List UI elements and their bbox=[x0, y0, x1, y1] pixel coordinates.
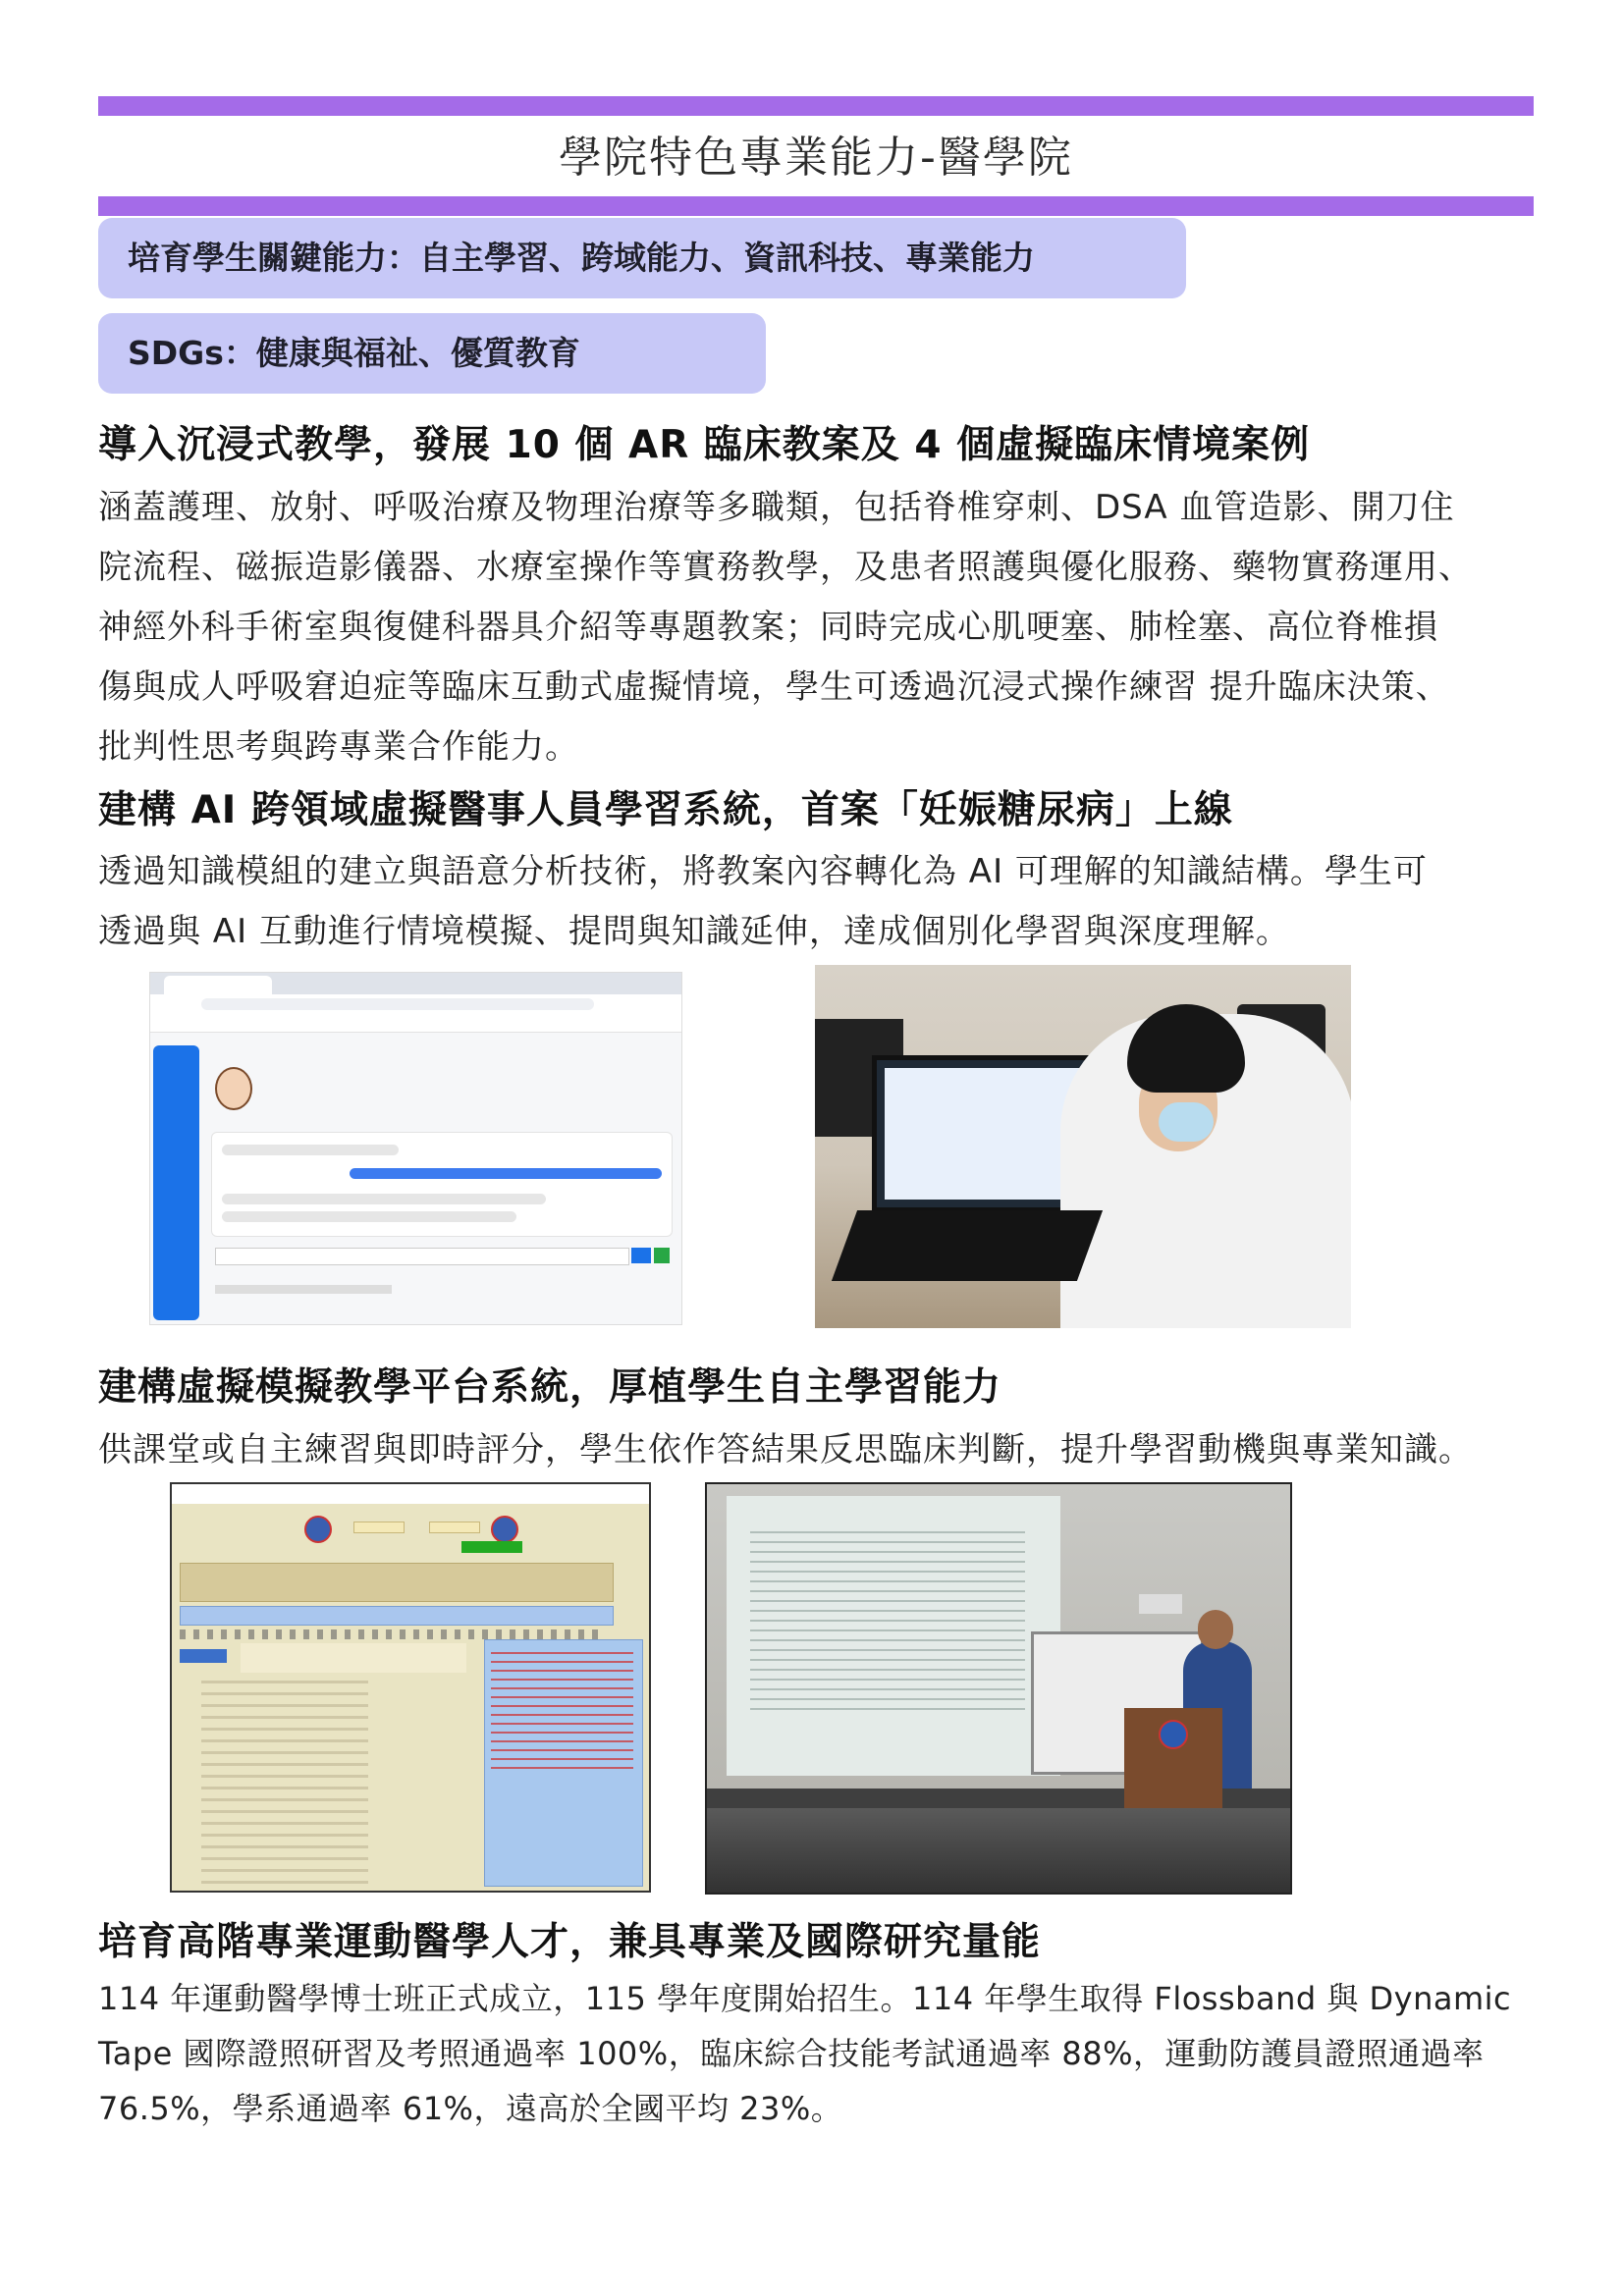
student-using-computer-photo bbox=[815, 965, 1351, 1328]
sdgs-banner: SDGs：健康與福祉、優質教育 bbox=[98, 313, 766, 394]
section-heading-ai: 建構 AI 跨領域虛擬醫事人員學習系統，首案「妊娠糖尿病」上線 bbox=[98, 788, 1233, 832]
conference-table bbox=[707, 1808, 1290, 1895]
browser-tab bbox=[164, 976, 272, 994]
school-logo bbox=[304, 1516, 332, 1543]
bookmarks-bar bbox=[150, 1014, 681, 1033]
projection-screen bbox=[727, 1496, 1060, 1776]
chat-input bbox=[215, 1248, 629, 1265]
score-bar bbox=[461, 1541, 522, 1553]
chat-message bbox=[222, 1211, 516, 1222]
paragraph-line: Tape 國際證照研習及考照通過率 100%，臨床綜合技能考試通過率 88%，運動防護員證照通過率 bbox=[98, 2035, 1485, 2072]
keyboard bbox=[832, 1210, 1103, 1281]
answer-options bbox=[201, 1681, 368, 1887]
chat-message bbox=[222, 1145, 399, 1155]
paragraph-line: 透過與 AI 互動進行情境模擬、提問與知識延伸，達成個別化學習與深度理解。 bbox=[98, 912, 1290, 951]
chat-sidebar bbox=[153, 1045, 199, 1320]
answer-lines bbox=[491, 1652, 633, 1770]
section-heading-platform: 建構虛擬模擬教學平台系統，厚植學生自主學習能力 bbox=[98, 1365, 1002, 1410]
monitor-screen bbox=[885, 1068, 1085, 1200]
mic-button bbox=[654, 1248, 670, 1263]
paragraph-line: 涵蓋護理、放射、呼吸治療及物理治療等多職類，包括脊椎穿刺、DSA 血管造影、開刀住 bbox=[98, 488, 1455, 527]
paragraph-line: 院流程、磁振造影儀器、水療室操作等實務教學，及患者照護與優化服務、藥物實務運用、 bbox=[98, 548, 1473, 587]
paragraph-line: 批判性思考與跨專業合作能力。 bbox=[98, 727, 579, 767]
page-title: 學院特色專業能力-醫學院 bbox=[559, 133, 1073, 183]
section-heading-ar: 導入沉浸式教學，發展 10 個 AR 臨床教案及 4 個虛擬臨床情境案例 bbox=[98, 423, 1311, 467]
send-button bbox=[631, 1248, 651, 1263]
face-mask bbox=[1159, 1102, 1214, 1142]
projector bbox=[1139, 1594, 1182, 1614]
browser-tab-bar bbox=[150, 973, 681, 994]
student-id-field bbox=[353, 1522, 405, 1533]
simulation-platform-screenshot bbox=[170, 1482, 651, 1893]
answer-panel bbox=[484, 1639, 643, 1887]
section-body-platform bbox=[98, 1420, 1534, 1480]
question-banner bbox=[180, 1606, 614, 1626]
header-bar-bottom bbox=[98, 196, 1534, 216]
window-titlebar bbox=[172, 1484, 649, 1504]
presenter-head bbox=[1198, 1610, 1233, 1649]
section-body-sports bbox=[98, 1971, 1534, 2136]
chat-message bbox=[350, 1168, 662, 1179]
paragraph-line: 傷與成人呼吸窘迫症等臨床互動式虛擬情境，學生可透過沉浸式操作練習 提升臨床決策、 bbox=[98, 667, 1450, 707]
paragraph-line: 76.5%，學系通過率 61%，遠高於全國平均 23%。 bbox=[98, 2090, 843, 2127]
section-heading-sports: 培育高階專業運動醫學人才，兼具專業及國際研究量能 bbox=[98, 1920, 1042, 1964]
section-body-ar bbox=[98, 478, 1534, 777]
paragraph-line: 供課堂或自主練習與即時評分，學生依作答結果反思臨床判斷，提升學習動機與專業知識。 bbox=[98, 1430, 1473, 1469]
question-number-row bbox=[180, 1629, 602, 1639]
school-logo bbox=[491, 1516, 518, 1543]
chat-window bbox=[211, 1132, 673, 1237]
classroom-presentation-photo bbox=[705, 1482, 1292, 1895]
chat-footer-note bbox=[215, 1285, 392, 1294]
name-field bbox=[429, 1522, 480, 1533]
nurse-avatar bbox=[215, 1067, 252, 1110]
paragraph-line: 神經外科手術室與復健科器具介紹等專題教案；同時完成心肌哽塞、肺栓塞、高位脊椎損 bbox=[98, 608, 1438, 647]
address-bar bbox=[150, 994, 681, 1015]
url-field bbox=[201, 998, 594, 1010]
paragraph-line: 透過知識模組的建立與語意分析技術，將教案內容轉化為 AI 可理解的知識結構。學生可 bbox=[98, 852, 1428, 891]
projected-text bbox=[750, 1531, 1025, 1718]
header-bar-top bbox=[98, 96, 1534, 116]
section-body-ai bbox=[98, 842, 1534, 962]
competency-banner: 培育學生關鍵能力：自主學習、跨域能力、資訊科技、專業能力 bbox=[98, 218, 1186, 298]
ai-chat-screenshot bbox=[149, 972, 682, 1325]
paragraph-line: 114 年運動醫學博士班正式成立，115 學年度開始招生。114 年學生取得 Flossband 與 Dynamic bbox=[98, 1980, 1512, 2017]
podium-emblem bbox=[1159, 1720, 1188, 1749]
chat-message bbox=[222, 1194, 546, 1204]
question-prompt bbox=[241, 1643, 466, 1673]
case-description bbox=[180, 1563, 614, 1602]
send-button bbox=[180, 1649, 227, 1663]
